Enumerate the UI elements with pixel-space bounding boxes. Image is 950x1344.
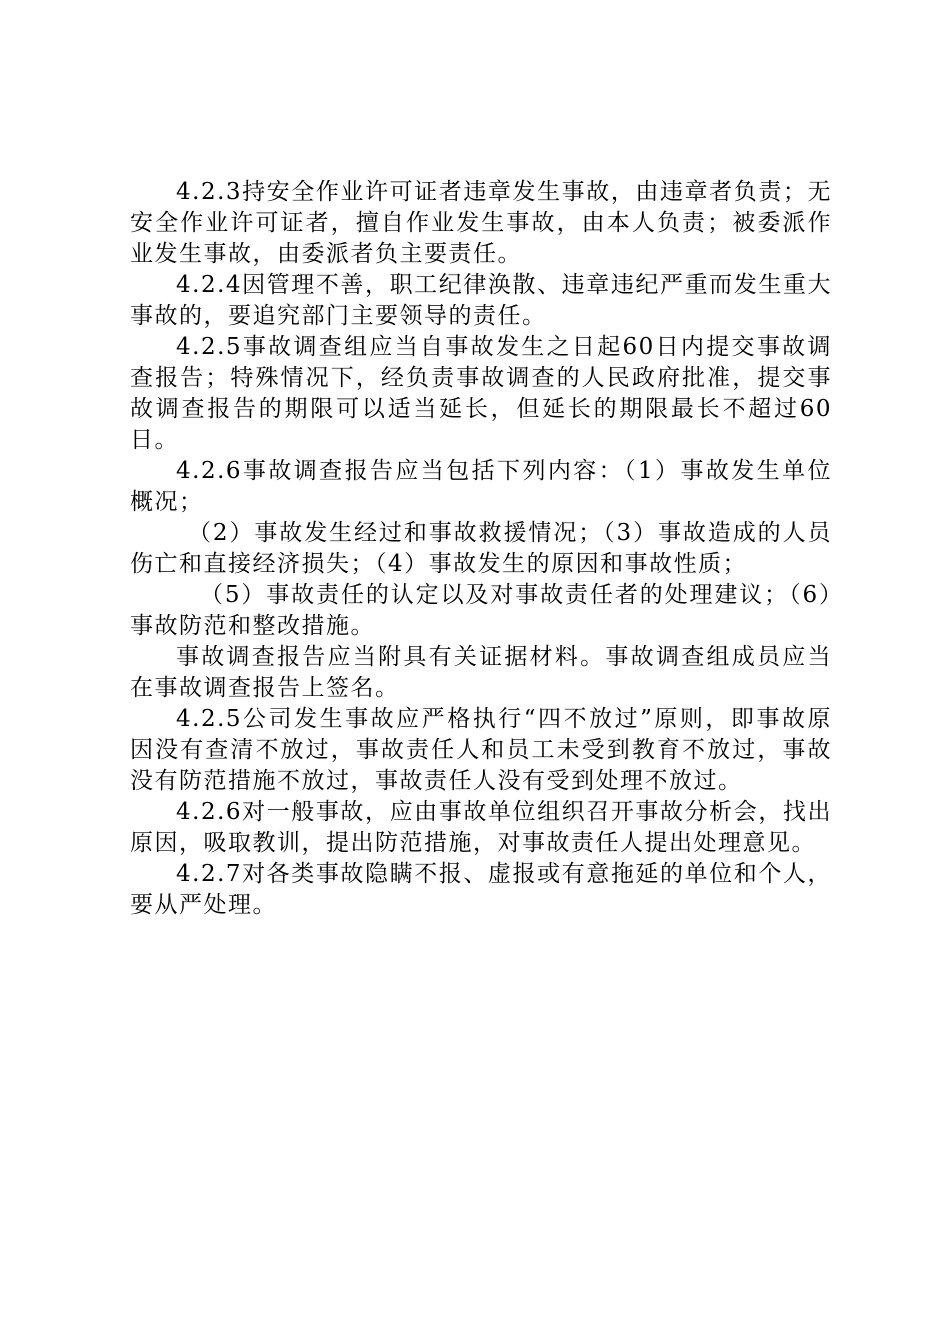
paragraph-4-2-4: 4.2.4因管理不善，职工纪律涣散、违章违纪严重而发生重大事故的，要追究部门主要领导的责任。: [130, 272, 832, 329]
paragraph-4-2-7-concealment: 4.2.7对各类事故隐瞒不报、虚报或有意拖延的单位和个人，要从严处理。: [130, 861, 832, 918]
paragraph-4-2-3: 4.2.3持安全作业许可证者违章发生事故，由违章者负责；无安全作业许可证者，擅自作业发生事故，由本人负责；被委派作业发生事故，由委派者负主要责任。: [130, 179, 832, 267]
paragraph-report-items-2-4: （2）事故发生经过和事故救援情况；（3）事故造成的人员伤亡和直接经济损失；（4）事故发生的原因和事故性质；: [130, 520, 832, 577]
paragraph-report-items-5-6: （5）事故责任的认定以及对事故责任者的处理建议；（6）事故防范和整改措施。: [130, 582, 832, 639]
paragraph-report-evidence: 事故调查报告应当附具有关证据材料。事故调查组成员应当在事故调查报告上签名。: [130, 644, 832, 701]
paragraph-4-2-6-general-accident: 4.2.6对一般事故，应由事故单位组织召开事故分析会，找出原因，吸取教训，提出防范措施，对事故责任人提出处理意见。: [130, 799, 832, 856]
paragraph-4-2-6-report-contents: 4.2.6事故调查报告应当包括下列内容：（1）事故发生单位概况；: [130, 458, 832, 515]
paragraph-4-2-5-report-deadline: 4.2.5事故调查组应当自事故发生之日起60日内提交事故调查报告；特殊情况下，经负责事故调查的人民政府批准，提交事故调查报告的期限可以适当延长，但延长的期限最长不超过60日。: [130, 334, 832, 453]
document-body: [130, 177, 832, 921]
paragraph-4-2-5-four-principles: 4.2.5公司发生事故应严格执行“四不放过”原则，即事故原因没有查清不放过，事故责任人和员工未受到教育不放过，事故没有防范措施不放过，事故责任人没有受到处理不放过。: [130, 706, 832, 794]
